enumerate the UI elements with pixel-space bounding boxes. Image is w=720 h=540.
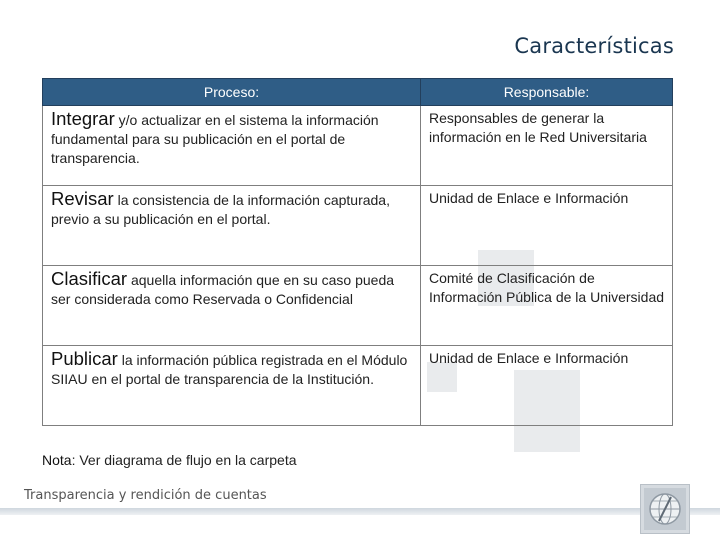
footer-bar bbox=[0, 508, 720, 515]
table-row bbox=[43, 346, 673, 426]
process-text: aquella información que en su caso pueda ser considerada como Reservada o Confidencial bbox=[51, 272, 395, 307]
process-cell bbox=[43, 106, 421, 186]
process-verb: Publicar bbox=[51, 348, 118, 369]
table-row bbox=[43, 266, 673, 346]
process-verb: Clasificar bbox=[51, 268, 128, 289]
header-process: Proceso: bbox=[43, 79, 421, 106]
process-cell bbox=[43, 346, 421, 426]
process-cell bbox=[43, 266, 421, 346]
note-text: : Ver diagrama de flujo en la carpeta bbox=[71, 452, 297, 468]
note-label: Nota bbox=[42, 452, 72, 468]
process-text: la consistencia de la información capturada, previo a su publicación en el portal. bbox=[51, 192, 390, 227]
note bbox=[42, 452, 297, 468]
footer-text: Transparencia y rendición de cuentas bbox=[24, 488, 267, 503]
process-text: y/o actualizar en el sistema la información fundamental para su publicación en el portal de transparencia. bbox=[51, 112, 379, 166]
process-verb: Revisar bbox=[51, 188, 114, 209]
process-text: la información pública registrada en el Módulo SIIAU en el portal de transparencia de la Institución. bbox=[51, 352, 408, 387]
responsible-cell: Unidad de Enlace e Información bbox=[421, 186, 673, 266]
process-table bbox=[42, 78, 673, 426]
table-header-row bbox=[43, 79, 673, 106]
process-verb: Integrar bbox=[51, 108, 115, 129]
table-row bbox=[43, 186, 673, 266]
header-responsible: Responsable: bbox=[421, 79, 673, 106]
process-cell bbox=[43, 186, 421, 266]
table-row bbox=[43, 106, 673, 186]
responsible-cell: Responsables de generar la información en le Red Universitaria bbox=[421, 106, 673, 186]
responsible-cell: Comité de Clasificación de Información Pública de la Universidad bbox=[421, 266, 673, 346]
page-title: Características bbox=[514, 34, 674, 58]
responsible-cell: Unidad de Enlace e Información bbox=[421, 346, 673, 426]
globe-seal-icon bbox=[640, 484, 690, 534]
